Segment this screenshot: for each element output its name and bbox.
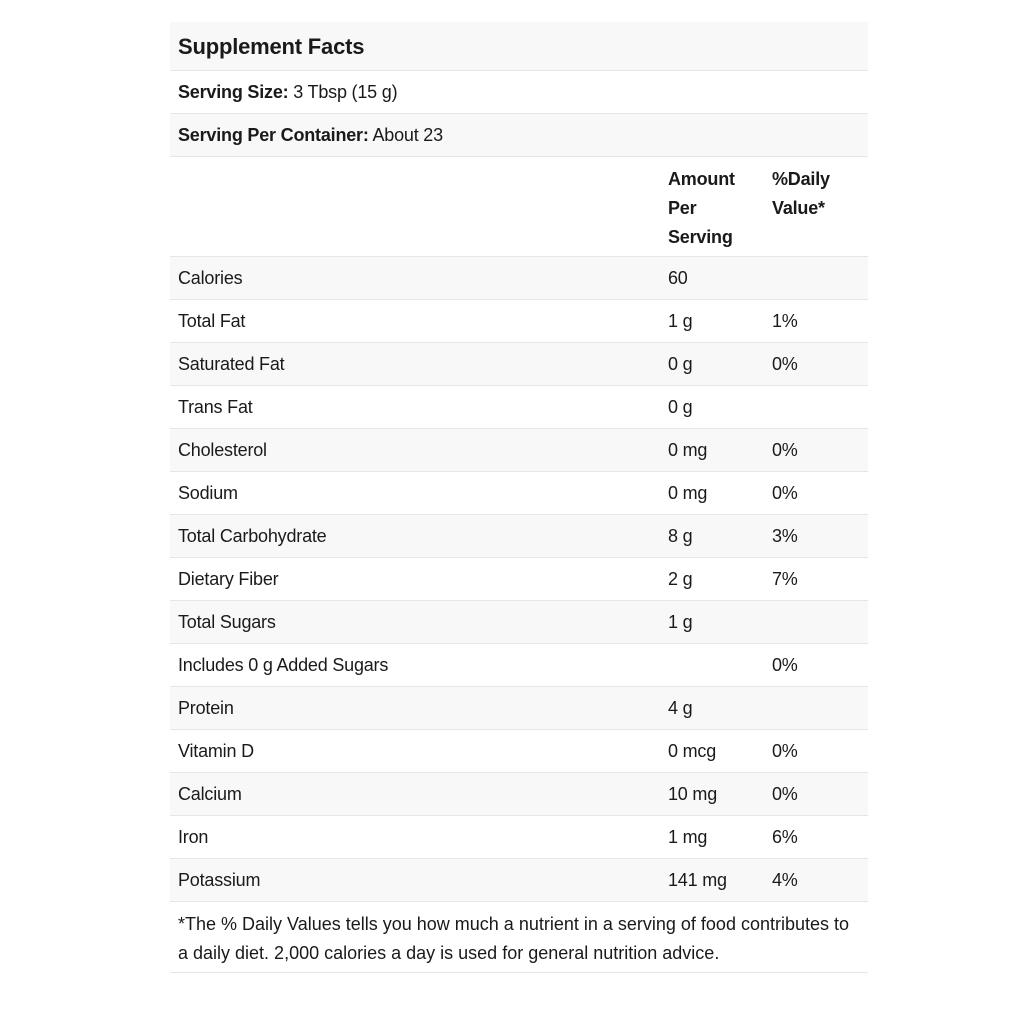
nutrient-name: Trans Fat <box>178 397 253 417</box>
table-row <box>170 343 868 386</box>
nutrient-daily-value: 0% <box>772 784 798 804</box>
nutrient-amount: 2 g <box>668 569 693 589</box>
table-row <box>170 687 868 730</box>
nutrient-name: Cholesterol <box>178 440 267 460</box>
nutrient-name: Total Sugars <box>178 612 276 632</box>
table-row <box>170 515 868 558</box>
table-row <box>170 257 868 300</box>
nutrient-amount: 0 mg <box>668 483 708 503</box>
table-row <box>170 730 868 773</box>
nutrient-daily-value: 4% <box>772 870 798 890</box>
table-title: Supplement Facts <box>170 22 868 71</box>
table-row <box>170 859 868 902</box>
nutrient-amount: 141 mg <box>668 870 727 890</box>
nutrient-amount: 10 mg <box>668 784 718 804</box>
amount-header: Amount Per Serving <box>668 169 735 247</box>
nutrient-name: Calcium <box>178 784 242 804</box>
table-row <box>170 558 868 601</box>
servings-per-container-label: Serving Per Container: <box>178 125 369 145</box>
daily-value-header: %Daily Value* <box>772 169 830 218</box>
nutrient-amount: 1 g <box>668 311 693 331</box>
nutrient-name: Potassium <box>178 870 261 890</box>
nutrient-daily-value: 1% <box>772 311 798 331</box>
nutrient-amount: 0 g <box>668 397 693 417</box>
nutrient-daily-value: 6% <box>772 827 798 847</box>
supplement-facts-table <box>170 22 868 973</box>
nutrient-daily-value: 0% <box>772 354 798 374</box>
footnote: *The % Daily Values tells you how much a nutrient in a serving of food contributes to a daily diet. 2,000 calories a day is used for general nutrition advice. <box>170 902 868 973</box>
serving-size-label: Serving Size: <box>178 82 289 102</box>
nutrient-amount: 1 g <box>668 612 693 632</box>
table-row <box>170 429 868 472</box>
nutrient-name: Sodium <box>178 483 238 503</box>
nutrient-daily-value: 0% <box>772 440 798 460</box>
nutrient-name: Dietary Fiber <box>178 569 279 589</box>
table-row <box>170 601 868 644</box>
nutrient-daily-value: 0% <box>772 655 798 675</box>
nutrient-name: Total Fat <box>178 311 246 331</box>
nutrient-amount: 60 <box>668 268 688 288</box>
nutrient-amount: 4 g <box>668 698 693 718</box>
table-row <box>170 472 868 515</box>
nutrient-name: Protein <box>178 698 234 718</box>
nutrient-amount: 0 mcg <box>668 741 717 761</box>
nutrient-name: Saturated Fat <box>178 354 285 374</box>
nutrient-amount: 8 g <box>668 526 693 546</box>
nutrient-daily-value: 7% <box>772 569 798 589</box>
nutrient-name: Iron <box>178 827 209 847</box>
nutrient-name: Vitamin D <box>178 741 254 761</box>
table-row <box>170 644 868 687</box>
nutrient-amount: 0 g <box>668 354 693 374</box>
nutrient-daily-value: 0% <box>772 483 798 503</box>
nutrient-amount: 1 mg <box>668 827 708 847</box>
servings-per-container-row <box>170 114 868 157</box>
nutrient-amount: 0 mg <box>668 440 708 460</box>
table-row <box>170 816 868 859</box>
nutrient-daily-value: 3% <box>772 526 798 546</box>
table-row <box>170 773 868 816</box>
nutrient-name: Calories <box>178 268 243 288</box>
nutrient-daily-value: 0% <box>772 741 798 761</box>
servings-per-container-value: About 23 <box>372 125 443 145</box>
nutrient-name: Includes 0 g Added Sugars <box>178 655 389 675</box>
serving-size-value: 3 Tbsp (15 g) <box>293 82 398 102</box>
table-row <box>170 386 868 429</box>
serving-size-row <box>170 71 868 114</box>
table-row <box>170 300 868 343</box>
nutrient-name: Total Carbohydrate <box>178 526 327 546</box>
column-header-row <box>170 157 868 257</box>
